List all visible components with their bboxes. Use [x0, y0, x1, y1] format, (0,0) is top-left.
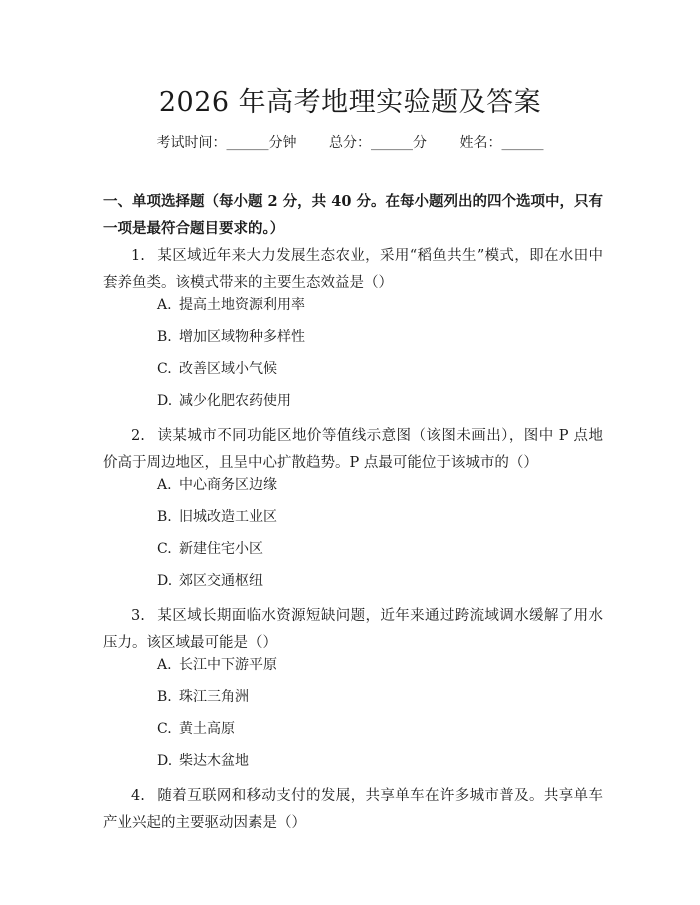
option-text: 增加区域物种多样性	[179, 329, 305, 345]
option-letter: B.	[157, 509, 172, 525]
option-text: 减少化肥农药使用	[179, 393, 291, 409]
option-letter: D.	[157, 573, 173, 589]
option-text: 郊区交通枢纽	[179, 573, 263, 589]
option-text: 珠江三角洲	[179, 689, 249, 705]
page-title: 2026 年高考地理实验题及答案	[158, 87, 542, 118]
total-score-field: 总分：______分	[329, 135, 427, 151]
question-number: 2.	[131, 428, 145, 444]
option-text: 柴达木盆地	[179, 753, 249, 769]
question-number: 4.	[131, 788, 145, 804]
option-text: 提高土地资源利用率	[179, 297, 305, 313]
question-text: 某区域长期面临水资源短缺问题，近年来通过跨流域调水缓解了用水压力。该区域最可能是（）	[103, 608, 603, 651]
question-4	[103, 783, 603, 837]
option-text: 旧城改造工业区	[179, 509, 277, 525]
option-2a	[157, 475, 277, 495]
question-text: 随着互联网和移动支付的发展，共享单车在许多城市普及。共享单车产业兴起的主要驱动因素是（）	[103, 788, 603, 831]
question-number: 1.	[131, 248, 145, 264]
option-text: 改善区域小气候	[179, 361, 277, 377]
question-number: 3.	[131, 608, 145, 624]
option-text: 新建住宅小区	[179, 541, 263, 557]
question-text: 某区域近年来大力发展生态农业，采用“稻鱼共生”模式，即在水田中套养鱼类。该模式带来的主要生态效益是（）	[103, 248, 603, 291]
question-3	[103, 603, 603, 657]
option-text: 中心商务区边缘	[179, 477, 277, 493]
question-1	[103, 243, 603, 297]
option-letter: B.	[157, 689, 172, 705]
option-3b	[157, 687, 249, 707]
name-field: 姓名：______	[459, 135, 544, 151]
option-1d	[157, 391, 291, 411]
option-letter: C.	[157, 541, 172, 557]
option-letter: A.	[157, 477, 172, 493]
section-heading: 一、单项选择题（每小题 2 分，共 40 分。在每小题列出的四个选项中，只有一项是最符合题目要求的。）	[103, 193, 603, 237]
option-letter: D.	[157, 393, 173, 409]
option-letter: A.	[157, 657, 172, 673]
option-letter: D.	[157, 753, 173, 769]
option-1b	[157, 327, 305, 347]
option-text: 长江中下游平原	[179, 657, 277, 673]
option-2d	[157, 571, 263, 591]
question-2	[103, 423, 603, 477]
option-letter: C.	[157, 721, 172, 737]
option-letter: B.	[157, 329, 172, 345]
option-letter: A.	[157, 297, 172, 313]
option-3a	[157, 655, 277, 675]
exam-time-field: 考试时间：______分钟	[156, 135, 297, 151]
option-2b	[157, 507, 277, 527]
option-letter: C.	[157, 361, 172, 377]
exam-meta	[0, 132, 700, 152]
question-text: 读某城市不同功能区地价等值线示意图（该图未画出），图中 P 点地价高于周边地区，且呈中心扩散趋势。P 点最可能位于该城市的（）	[103, 428, 603, 471]
option-1a	[157, 295, 305, 315]
option-2c	[157, 539, 263, 559]
option-3c	[157, 719, 235, 739]
option-3d	[157, 751, 249, 771]
option-1c	[157, 359, 277, 379]
option-text: 黄土高原	[179, 721, 235, 737]
